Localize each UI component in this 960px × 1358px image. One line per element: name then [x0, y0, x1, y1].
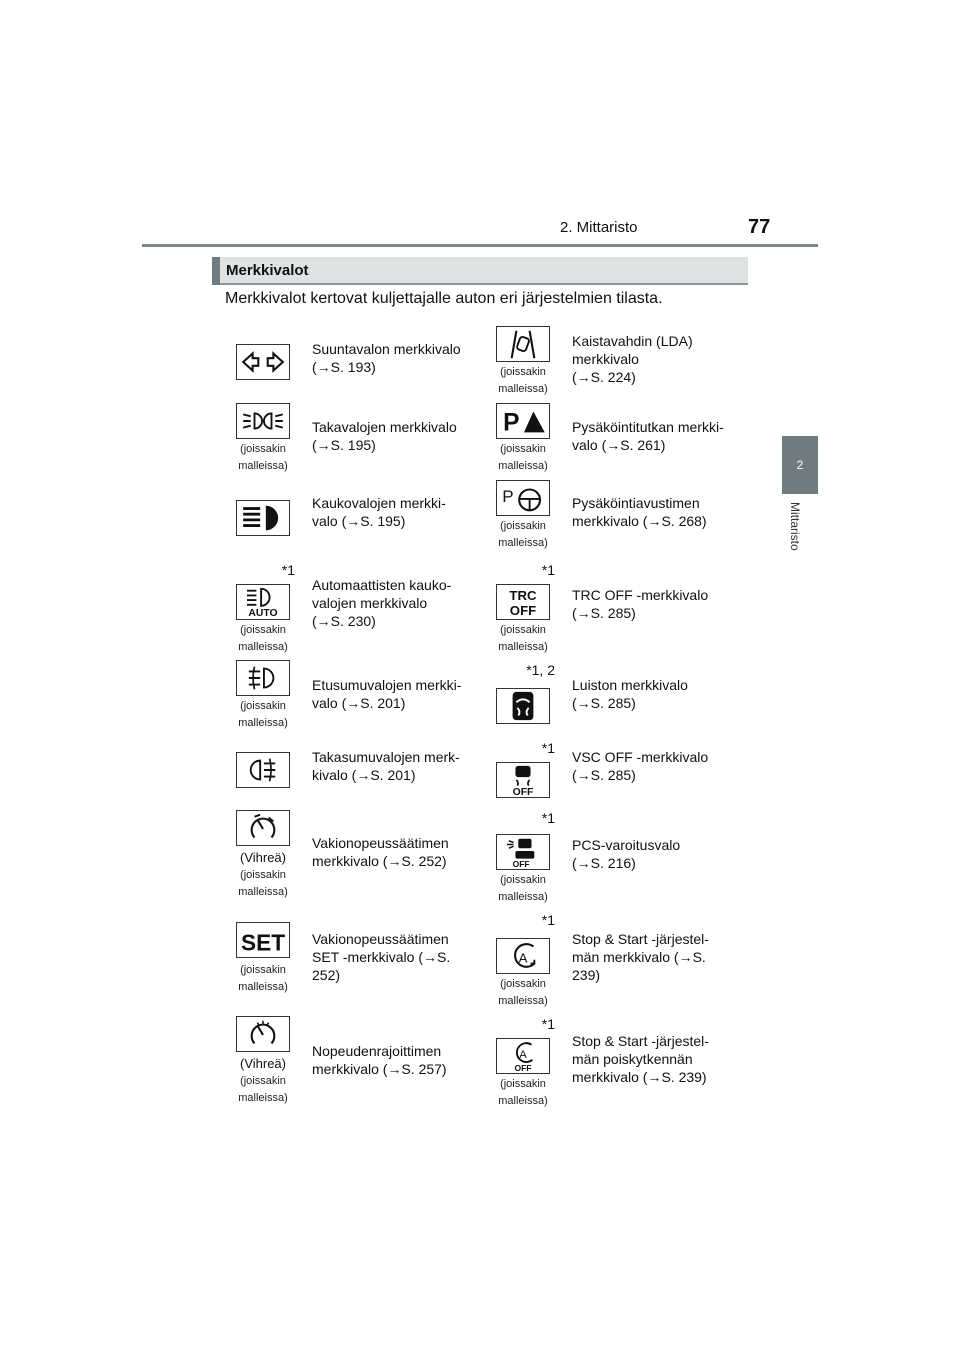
- footnote-marker: *1: [541, 1016, 555, 1032]
- model-note: (joissakin malleissa): [498, 978, 548, 1007]
- indicator-desc: Vakionopeussäätimen SET -merkkivalo (→S. 252): [312, 931, 451, 983]
- off-glyph: OFF: [514, 1063, 532, 1073]
- park-assist-glyph: P: [502, 486, 514, 506]
- model-note: (joissakin malleissa): [238, 443, 288, 472]
- trc-glyph: TRC: [509, 588, 537, 604]
- model-note: (joissakin malleissa): [498, 1078, 548, 1107]
- footnote-marker: *1: [541, 810, 555, 826]
- header-rule: [142, 244, 818, 247]
- indicator-desc: TRC OFF -merkkivalo (→S. 285): [572, 587, 709, 621]
- header-section-title: 2. Mittaristo: [560, 219, 638, 236]
- stop-start-off-icon: [496, 1038, 550, 1074]
- off-glyph: OFF: [509, 603, 537, 619]
- slip-indicator-icon: [496, 688, 550, 724]
- turn-signal-icon: [236, 344, 290, 380]
- lane-departure-alert-icon: [496, 326, 550, 362]
- indicator-desc: VSC OFF -merkkivalo (→S. 285): [572, 749, 709, 783]
- trc-off-icon: [496, 584, 550, 620]
- rear-fog-light-icon: [236, 752, 290, 788]
- section-intro: Merkkivalot kertovat kuljettajalle auton eri järjestelmien tilasta.: [225, 290, 663, 307]
- indicator-desc: Luiston merkkivalo (→S. 285): [572, 677, 688, 711]
- section-heading-text: Merkkivalot: [226, 262, 309, 279]
- off-glyph: OFF: [512, 859, 530, 869]
- park-assist-icon: [496, 480, 550, 516]
- parking-sensor-glyph: P: [503, 409, 520, 437]
- indicator-desc: Etusumuvalojen merkki- valo (→S. 201): [312, 677, 462, 711]
- speed-limiter-icon: [236, 1016, 290, 1052]
- indicator-desc: PCS-varoitusvalo (→S. 216): [572, 837, 681, 871]
- indicator-desc: Stop & Start -järjestel- män merkkivalo (→S. 239): [572, 931, 709, 983]
- model-note: (joissakin malleissa): [498, 874, 548, 903]
- set-glyph: SET: [240, 929, 286, 956]
- high-beam-icon: [236, 500, 290, 536]
- model-note: (joissakin malleissa): [498, 443, 548, 472]
- indicator-desc: Pysäköintiavustimen merkkivalo (→S. 268): [572, 495, 707, 529]
- indicator-desc: Vakionopeussäätimen merkkivalo (→S. 252): [312, 835, 449, 869]
- off-glyph: OFF: [512, 787, 534, 797]
- model-note: (joissakin malleissa): [498, 520, 548, 549]
- front-fog-light-icon: [236, 660, 290, 696]
- footnote-marker: *1: [281, 562, 295, 578]
- side-tab-label-text: Mittaristo: [788, 502, 802, 551]
- footnote-marker: *1: [541, 740, 555, 756]
- vsc-off-icon: [496, 762, 550, 798]
- model-note: (joissakin malleissa): [238, 869, 288, 898]
- indicator-desc: Pysäköintitutkan merkki- valo (→S. 261): [572, 419, 724, 453]
- model-note: (joissakin malleissa): [238, 964, 288, 993]
- stop-start-off-glyph: A: [519, 1048, 527, 1061]
- model-note: (joissakin malleissa): [498, 366, 548, 395]
- pcs-warning-icon: [496, 834, 550, 870]
- footnote-marker: *1: [541, 562, 555, 578]
- model-note: (joissakin malleissa): [498, 624, 548, 653]
- indicator-desc: Automaattisten kauko- valojen merkkivalo (→S. 230): [312, 577, 452, 629]
- cruise-control-icon: [236, 810, 290, 846]
- page-number: 77: [748, 216, 771, 238]
- indicator-desc: Takasumuvalojen merk- kivalo (→S. 201): [312, 749, 460, 783]
- cruise-set-icon: [236, 922, 290, 958]
- indicator-desc: Nopeudenrajoittimen merkkivalo (→S. 257): [312, 1043, 447, 1077]
- indicator-desc: Kaukovalojen merkki- valo (→S. 195): [312, 495, 446, 529]
- side-tab: 2: [782, 436, 818, 494]
- model-note: (joissakin malleissa): [238, 700, 288, 729]
- stop-start-icon: [496, 938, 550, 974]
- model-note: (joissakin malleissa): [238, 624, 288, 653]
- indicator-desc: Kaistavahdin (LDA) merkkivalo (→S. 224): [572, 333, 693, 385]
- parking-sensor-icon: [496, 403, 550, 439]
- side-tab-label: [784, 500, 816, 570]
- stop-start-glyph: A: [518, 950, 528, 966]
- indicator-desc: Suuntavalon merkkivalo (→S. 193): [312, 341, 461, 375]
- footnote-marker: *1: [541, 912, 555, 928]
- indicator-desc: Stop & Start -järjestel- män poiskytkennän merkkivalo (→S. 239): [572, 1033, 709, 1085]
- auto-glyph: AUTO: [248, 608, 278, 619]
- section-heading: [212, 257, 748, 285]
- color-label: (Vihreä): [239, 1056, 286, 1071]
- footnote-marker: *1, 2: [526, 662, 555, 678]
- color-label: (Vihreä): [239, 850, 286, 865]
- model-note: (joissakin malleissa): [238, 1075, 288, 1104]
- indicator-desc: Takavalojen merkkivalo (→S. 195): [312, 419, 457, 453]
- section-heading-bar: [212, 257, 220, 285]
- tail-light-icon: [236, 403, 290, 439]
- auto-high-beam-icon: [236, 584, 290, 620]
